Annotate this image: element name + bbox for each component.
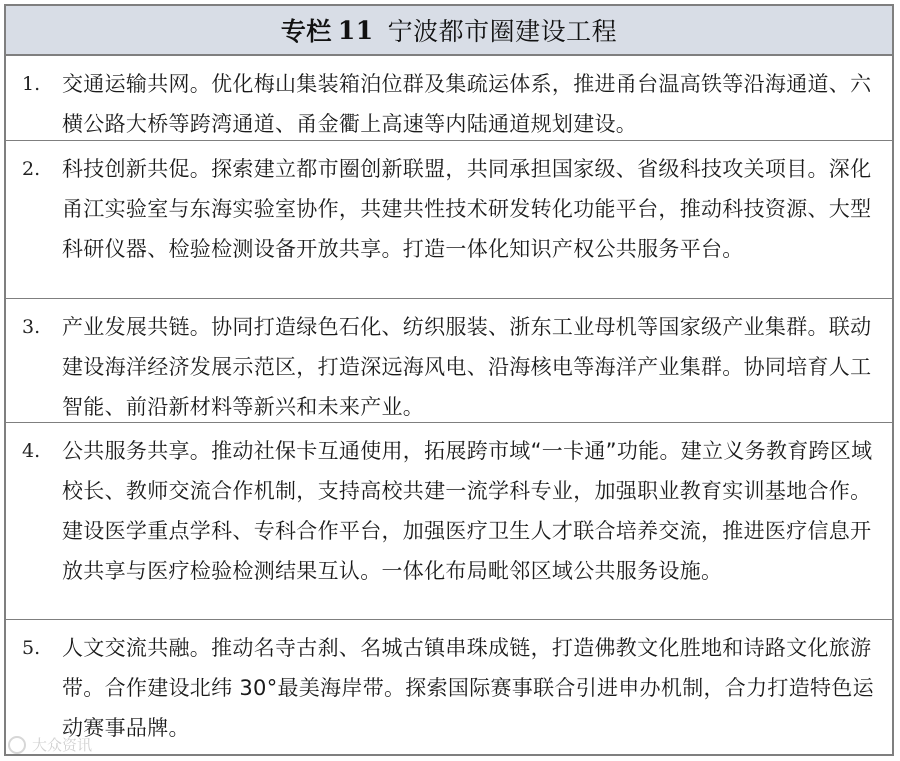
item-number: 5. bbox=[22, 637, 41, 659]
table-row bbox=[6, 423, 892, 620]
item-number: 3. bbox=[22, 316, 41, 339]
watermark-text: 大众资讯 bbox=[32, 736, 93, 754]
table-title bbox=[6, 6, 892, 56]
item-text: 交通运输共网。优化梅山集装箱泊位群及集疏运体系，推进甬台温高铁等沿海通道、六横公路大桥等跨湾通道、甬金衢上高速等内陆通道规划建设。 bbox=[62, 72, 872, 136]
table-row bbox=[6, 141, 892, 299]
table-row bbox=[6, 620, 892, 754]
watermark bbox=[8, 734, 92, 755]
item-text: 产业发展共链。协同打造绿色石化、纺织服装、浙东工业母机等国家级产业集群。联动建设海洋经济发展示范区，打造深远海风电、沿海核电等海洋产业集群。协同培育人工智能、前沿新材料等新兴和未来产业。 bbox=[62, 315, 872, 420]
item-text: 公共服务共享。推动社保卡互通使用，拓展跨市域“一卡通”功能。建立义务教育跨区域校长、教师交流合作机制，支持高校共建一流学科专业，加强职业教育实训基地合作。建设医学重点学科、专科合作平台，加强医疗卫生人才联合培养交流，推进医疗信息开放共享与医疗检验检测结果互认。一体化布局毗邻区域公共服务设施。 bbox=[62, 439, 873, 584]
table-row bbox=[6, 299, 892, 423]
item-text: 科技创新共促。探索建立都市圈创新联盟，共同承担国家级、省级科技攻关项目。深化甬江实验室与东海实验室协作，共建共性技术研发转化功能平台，推动科技资源、大型科研仪器、检验检测设备开放共享。打造一体化知识产权公共服务平台。 bbox=[62, 157, 872, 261]
title-number: 11 bbox=[337, 15, 374, 45]
item-number: 1. bbox=[22, 73, 41, 95]
project-table bbox=[4, 4, 894, 756]
title-prefix: 专栏 bbox=[280, 17, 332, 46]
table-row bbox=[6, 56, 892, 141]
item-text: 人文交流共融。推动名寺古刹、名城古镇串珠成链，打造佛教文化胜地和诗路文化旅游带。合作建设北纬 30°最美海岸带。探索国际赛事联合引进申办机制，合力打造特色运动赛事品牌。 bbox=[62, 636, 874, 740]
watermark-logo-icon bbox=[8, 736, 26, 754]
item-number: 2. bbox=[22, 158, 41, 180]
table-rows bbox=[6, 56, 892, 754]
item-number: 4. bbox=[22, 440, 41, 463]
title-name: 宁波都市圈建设工程 bbox=[387, 17, 618, 46]
